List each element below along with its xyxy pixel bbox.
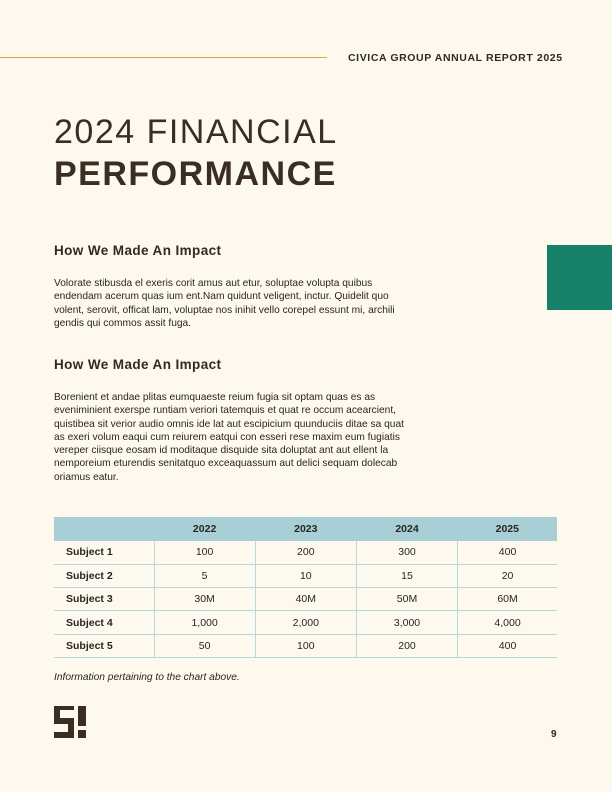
table-cell: 200 <box>356 634 457 657</box>
table-cell: 5 <box>154 564 255 587</box>
page-number: 9 <box>551 729 557 740</box>
civica-logo-icon <box>54 706 86 738</box>
row-label: Subject 4 <box>54 611 154 634</box>
row-label: Subject 1 <box>54 541 154 564</box>
table-cell: 100 <box>154 541 255 564</box>
table-cell: 50M <box>356 588 457 611</box>
table-cell: 4,000 <box>458 611 557 634</box>
row-label: Subject 2 <box>54 564 154 587</box>
table-cell: 300 <box>356 541 457 564</box>
table-header-row <box>54 517 557 541</box>
table-cell: 60M <box>458 588 557 611</box>
table-row <box>54 564 557 587</box>
table-cell: 3,000 <box>356 611 457 634</box>
page-title-line2: PERFORMANCE <box>54 155 337 193</box>
table-cell: 10 <box>255 564 356 587</box>
row-label: Subject 3 <box>54 588 154 611</box>
table-cell: 15 <box>356 564 457 587</box>
section-body-2: Borenient et andae plitas eumquaeste reium fugia sit optam quas es as eveniminient exerspe runtiam veriori tatemquis et quat re occum acearcient, quistibea sit verior audio omnis ide lat aut escipicium quunduciis ditae sa quat as exeri volum eaqui cum reiurem eatqui con esseri rese maxim eum fugiatis vereper ciisque eosam id moditaque disquide sita doluptat ant aut ellent la nemporeium eturendis senitatquo exceaquassum aut delici sequam dolecab oriamus eatur. <box>54 392 404 483</box>
table-header-cell <box>54 517 154 541</box>
data-table <box>54 517 557 658</box>
table-cell: 1,000 <box>154 611 255 634</box>
table-cell: 400 <box>458 541 557 564</box>
section-heading-1: How We Made An Impact <box>54 243 222 258</box>
table-cell: 2,000 <box>255 611 356 634</box>
table-row <box>54 588 557 611</box>
table-cell: 100 <box>255 634 356 657</box>
table-row <box>54 634 557 657</box>
table-cell: 30M <box>154 588 255 611</box>
table-row <box>54 541 557 564</box>
table-row <box>54 611 557 634</box>
section-body-1: Volorate stibusda el exeris corit amus aut etur, soluptae volupta quibus endendam acerum quas ium ent.Nam quidunt veligent, inctur. Quidelit quo volent, serovit, officat lam, voluptae nos inihit vello corepel essunt mi, archili gendis qui commos assit fuga. <box>54 278 395 329</box>
section-heading-2: How We Made An Impact <box>54 357 222 372</box>
table-cell: 400 <box>458 634 557 657</box>
page-title-line1: 2024 FINANCIAL <box>54 113 338 151</box>
header-rule <box>0 57 327 58</box>
table-cell: 50 <box>154 634 255 657</box>
table-cell: 20 <box>458 564 557 587</box>
report-title: CIVICA GROUP ANNUAL REPORT 2025 <box>348 52 563 64</box>
row-label: Subject 5 <box>54 634 154 657</box>
table-cell: 200 <box>255 541 356 564</box>
table-caption: Information pertaining to the chart above. <box>54 672 240 683</box>
table-header-cell: 2025 <box>458 517 557 541</box>
decorative-green-block <box>547 245 612 310</box>
table-header-cell: 2023 <box>255 517 356 541</box>
table-cell: 40M <box>255 588 356 611</box>
table-header-cell: 2022 <box>154 517 255 541</box>
table-header-cell: 2024 <box>356 517 457 541</box>
